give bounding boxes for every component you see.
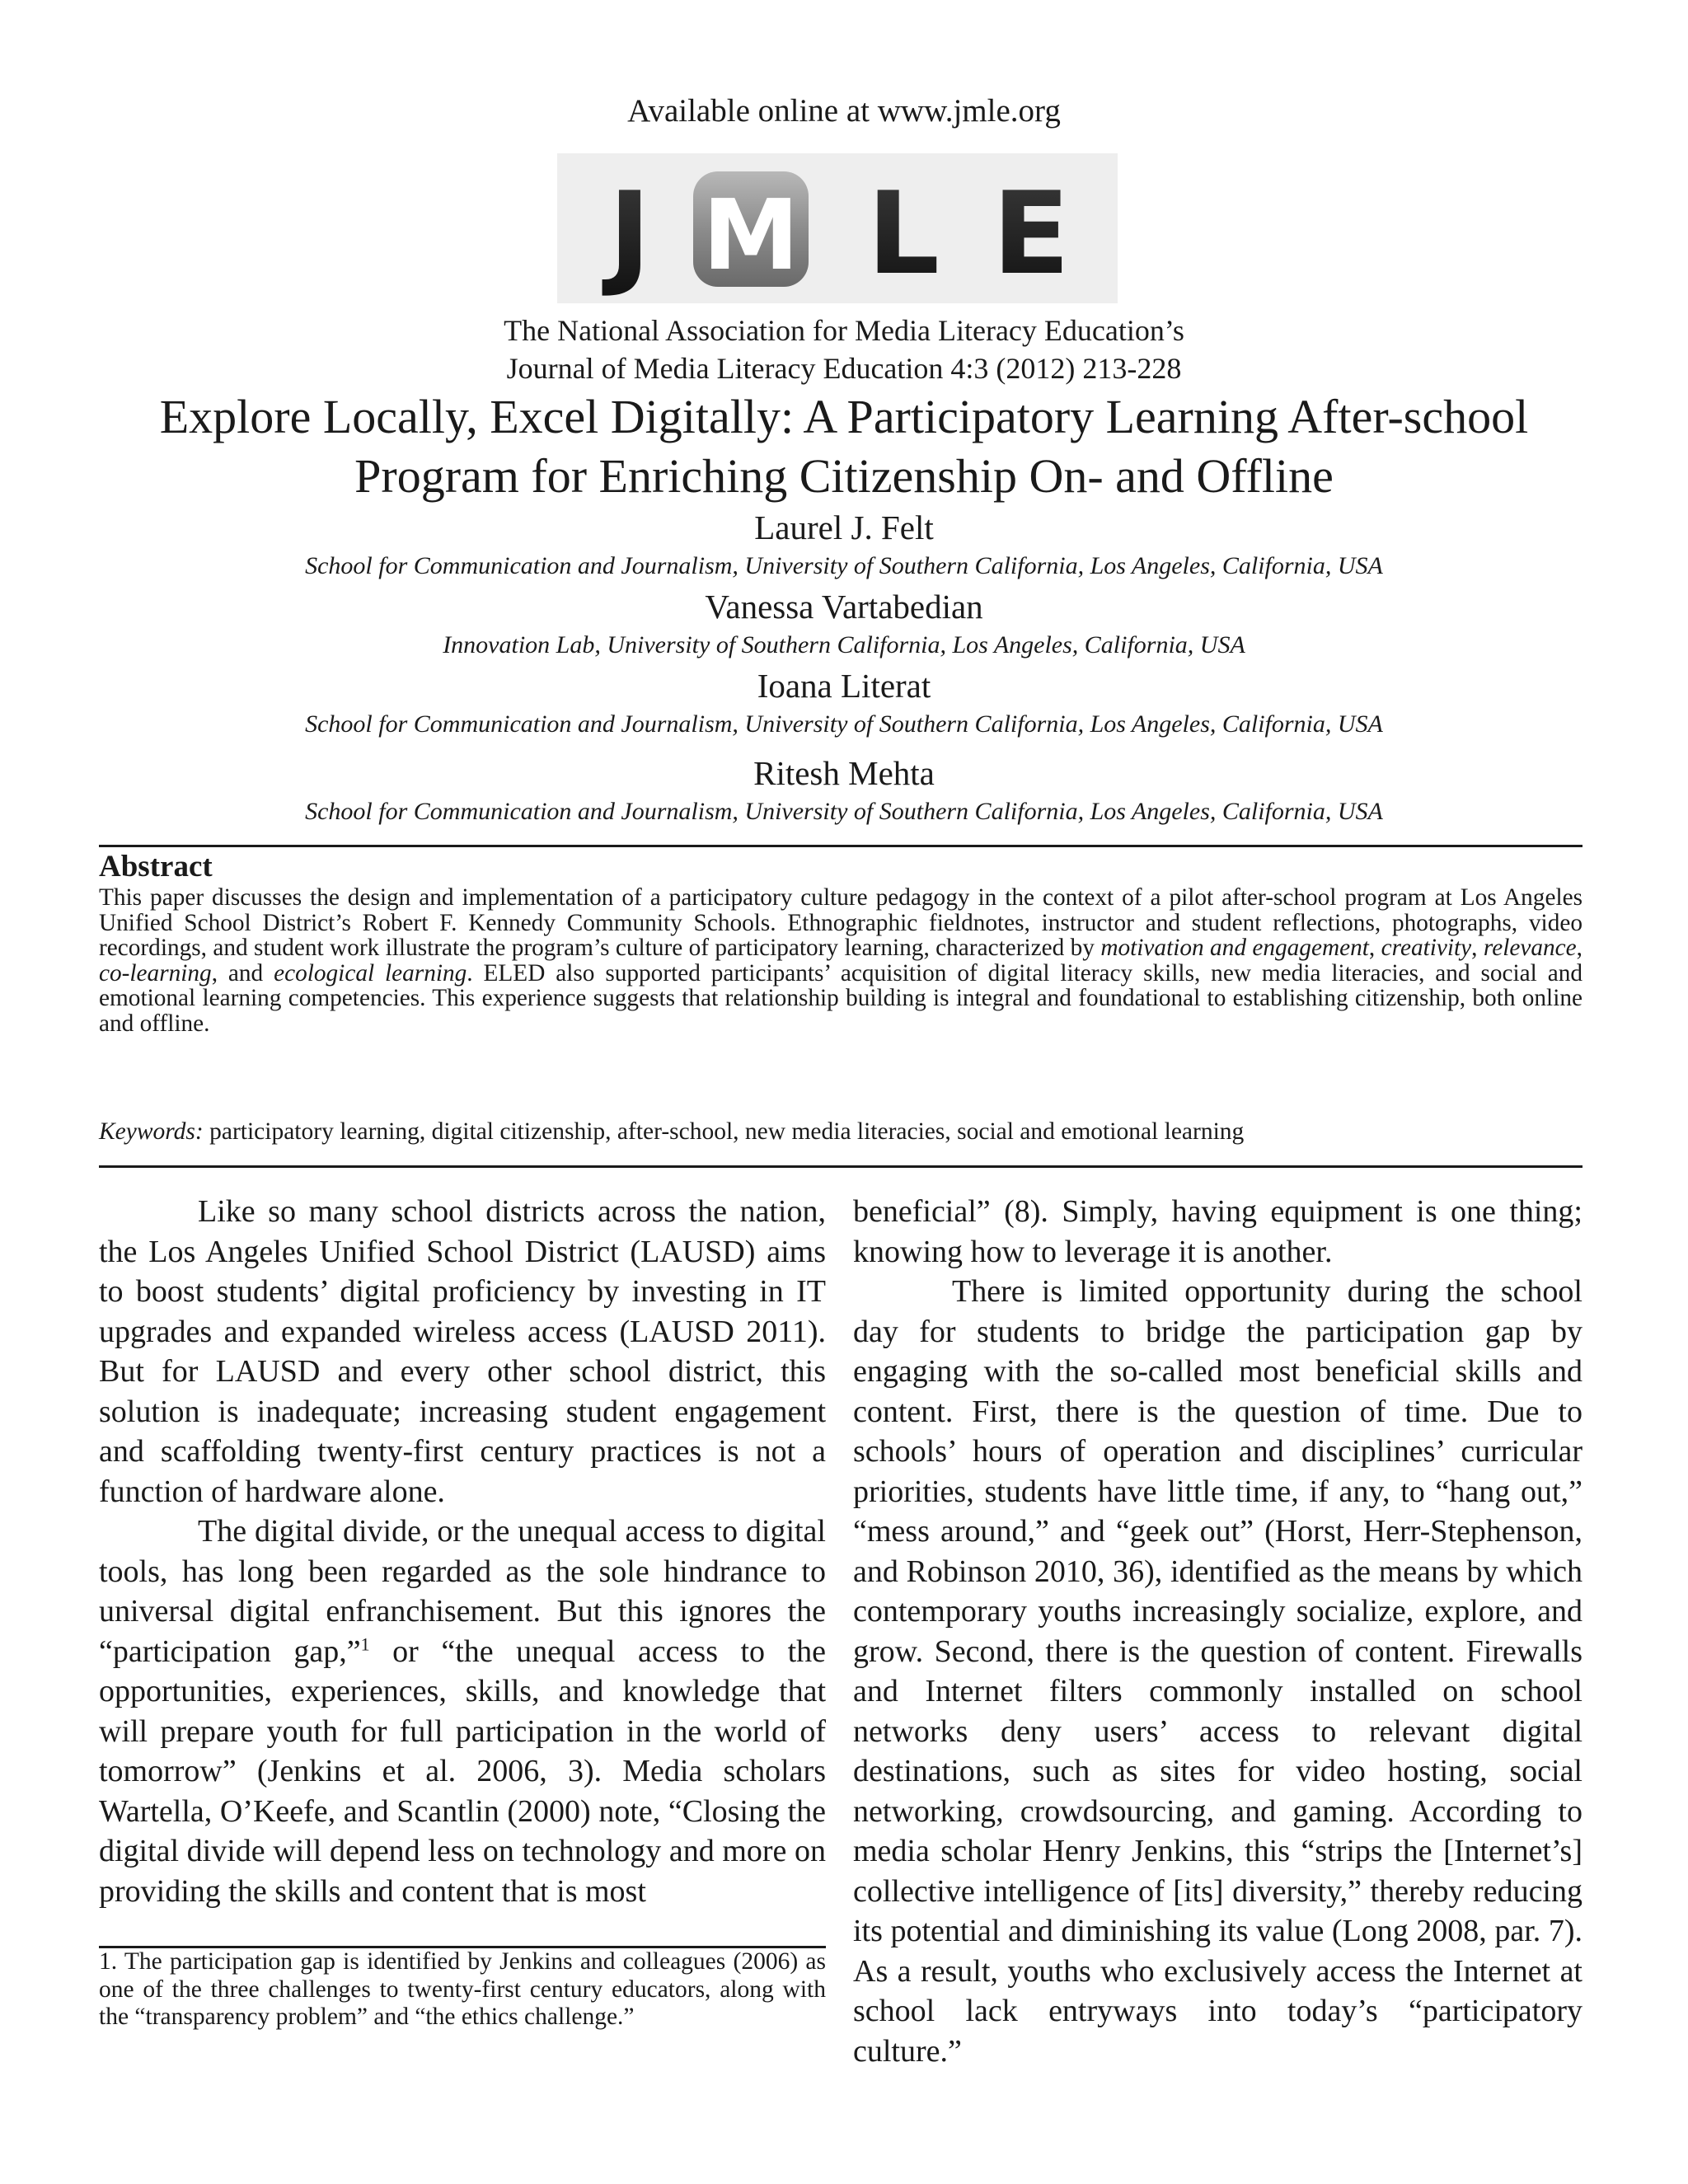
abstract-emphasis: co-learning	[99, 959, 212, 987]
abstract-separator: ,	[1576, 935, 1582, 962]
keywords-text: participatory learning, digital citizenship, after-school, new media literacies, social and emotional learning	[203, 1118, 1245, 1145]
logo-letter-j: J	[608, 167, 651, 300]
author-affiliation: School for Communication and Journalism, University of Southern California, Los Angeles, California, USA	[305, 798, 1383, 825]
logo-letter-m: M	[702, 178, 799, 292]
title-line-1: Explore Locally, Excel Digitally: A Participatory Learning After-school	[159, 390, 1529, 443]
association-line: The National Association for Media Literacy Education’s	[504, 314, 1184, 347]
abstract-text: . ELED also supported participants’ acquisition of digital literacy skills, new media literacies, and social and emotional learning competencies. This experience suggests that relationship building is integral and foundational to establishing citizenship, both online and offline.	[99, 959, 1582, 1037]
author-name: Ritesh Mehta	[753, 754, 935, 792]
logo-letter-l: L	[867, 167, 940, 300]
abstract-separator: ,	[1368, 935, 1381, 962]
jmle-logo-graphic	[557, 153, 1118, 303]
author-name: Laurel J. Felt	[754, 509, 934, 546]
author-affiliation: School for Communication and Journalism, University of Southern California, Los Angeles, California, USA	[305, 552, 1383, 579]
author-name: Vanessa Vartabedian	[705, 588, 983, 626]
title-line-2: Program for Enriching Citizenship On- and Offline	[354, 449, 1334, 503]
body-column-left	[99, 1192, 826, 1911]
body-column-right	[853, 1192, 1582, 2071]
author-affiliation: Innovation Lab, University of Southern California, Los Angeles, California, USA	[443, 631, 1245, 658]
author-name: Ioana Literat	[757, 667, 931, 705]
keywords-label: Keywords:	[99, 1118, 204, 1145]
body-paragraph	[99, 1511, 826, 1911]
paper-title	[0, 387, 1688, 506]
abstract-heading: Abstract	[99, 850, 213, 883]
abstract-separator: , and	[211, 959, 274, 987]
abstract-body	[99, 885, 1582, 1037]
body-text: The digital divide, or the unequal access to digital tools, has long been regarded as the sole hindrance to universal digital enfranchisement. But this ignores the “participation gap,”	[99, 1514, 826, 1669]
available-online-line: Available online at www.jmle.org	[627, 93, 1061, 129]
jmle-logo	[557, 153, 1118, 303]
body-paragraph: There is limited opportunity during the school day for students to bridge the participation gap by engaging with the so-called most beneficial skills and content. First, there is the question of time. Due to schools’ hours of operation and disciplines’ curricular priorities, students have little time, if any, to “hang out,” “mess around,” and “geek out” (Horst, Herr-Stephenson, and Robinson 2010, 36), identified as the means by which contemporary youths increasingly socialize, explore, and grow. Second, there is the question of content. Firewalls and Internet filters commonly installed on school networks deny users’ access to relevant digital destinations, such as sites for video hosting, social networking, crowdsourcing, and gaming. According to media scholar Henry Jenkins, this “strips the [Internet’s] collective intelligence of [its] diversity,” thereby reducing its potential and diminishing its value (Long 2008, par. 7). As a result, youths who exclusively access the Internet at school lack entryways into today’s “participatory culture.”	[853, 1274, 1582, 2069]
abstract-separator: ,	[1471, 935, 1484, 962]
abstract-text: This paper discusses the design and implementation of a participatory culture pedagogy in the context of a pilot after-school program at Los Angeles Unified School District’s Robert F. Kennedy Community Schools. Ethnographic fieldnotes, instructor and student reflections, photographs, video recordings, and student work illustrate the program’s culture of participatory learning, characterized by	[99, 884, 1582, 962]
abstract-emphasis: relevance	[1483, 935, 1577, 962]
abstract-bottom-rule	[99, 1165, 1582, 1168]
author-affiliation: School for Communication and Journalism, University of Southern California, Los Angeles, California, USA	[305, 710, 1383, 738]
body-text: or “the unequal access to the opportunities, experiences, skills, and knowledge that will prepare youth for full participation in the world of tomorrow” (Jenkins et al. 2006, 3). Media scholars Wartella, O’Keefe, and Scantlin (2000) note, “Closing the digital divide will depend less on technology and more on providing the skills and content that is most	[99, 1633, 826, 1909]
abstract-emphasis: creativity	[1381, 935, 1472, 962]
logo-letter-e: E	[992, 167, 1071, 300]
footnote-marker: 1	[360, 1633, 370, 1654]
body-paragraph: Like so many school districts across the nation, the Los Angeles Unified School District (LAUSD) aims to boost students’ digital proficiency by investing in IT upgrades and expanded wireless access (LAUSD 2011). But for LAUSD and every other school district, this solution is inadequate; increasing student engagement and scaffolding twenty-first century practices is not a function of hardware alone.	[99, 1194, 826, 1509]
footnote: 1. The participation gap is identified by Jenkins and colleagues (2006) as one of the three challenges to twenty-first century educators, along with the “transparency problem” and “the ethics challenge.”	[99, 1948, 826, 2030]
journal-citation: Journal of Media Literacy Education 4:3 (2012) 213-228	[506, 352, 1182, 385]
abstract-emphasis: ecological learning	[274, 959, 467, 987]
body-paragraph: beneficial” (8). Simply, having equipment is one thing; knowing how to leverage it is another.	[853, 1194, 1582, 1269]
keywords-line	[99, 1118, 1582, 1146]
abstract-top-rule	[99, 845, 1582, 847]
abstract-emphasis: motivation and engagement	[1100, 935, 1369, 962]
